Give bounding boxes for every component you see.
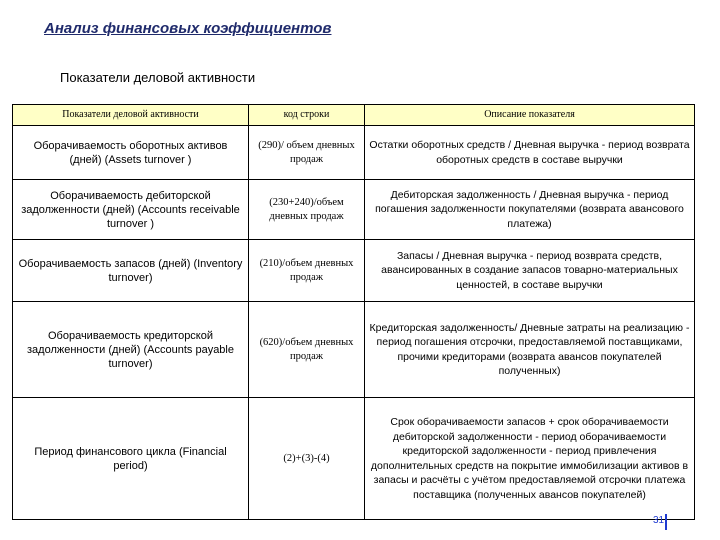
line-code: (290)/ объем дневных продаж (249, 126, 365, 180)
page-number-bar (665, 514, 667, 530)
indicator-name: Оборачиваемость запасов (дней) (Inventory turnover) (13, 240, 249, 302)
table-row (13, 126, 695, 180)
line-code: (210)/объем дневных продаж (249, 240, 365, 302)
table-row (13, 240, 695, 302)
page-number: 31 (653, 515, 665, 526)
indicator-name: Период финансового цикла (Financial period) (13, 398, 249, 520)
line-code: (230+240)/объем дневных продаж (249, 180, 365, 240)
indicator-name: Оборачиваемость оборотных активов (дней) (Assets turnover ) (13, 126, 249, 180)
indicator-description: Остатки оборотных средств / Дневная выручка - период возврата оборотных средств в составе выручки (365, 126, 695, 180)
indicator-description: Срок оборачиваемости запасов + срок оборачиваемости дебиторской задолженности - период оборачиваемости кредиторской задолженности - период привлечения дополнительных средств на покрытие иммобилизации активов в запасы и расчёты с учётом предоставляемой отсрочки платежа поставщика (полученных авансов покупателей) (365, 398, 695, 520)
page-title: Анализ финансовых коэффициентов (44, 20, 332, 37)
table-row (13, 180, 695, 240)
header-description: Описание показателя (365, 105, 695, 126)
header-indicator: Показатели деловой активности (13, 105, 249, 126)
indicator-description: Кредиторская задолженность/ Дневные затраты на реализацию - период погашения отсрочки, предоставляемой поставщиками, прочими кредиторами (возврата авансов покупателей полученных) (365, 302, 695, 398)
indicator-name: Оборачиваемость дебиторской задолженности (дней) (Accounts receivable turnover ) (13, 180, 249, 240)
indicator-description: Дебиторская задолженность / Дневная выручка - период погашения задолженности покупателями (возврата авансового платежа) (365, 180, 695, 240)
indicator-description: Запасы / Дневная выручка - период возврата средств, авансированных в создание запасов товарно-материальных ценностей, в составе выручки (365, 240, 695, 302)
section-subtitle: Показатели деловой активности (60, 70, 256, 85)
table-header-row (13, 105, 695, 126)
table-row (13, 398, 695, 520)
activity-indicators-table (12, 104, 695, 520)
line-code: (2)+(3)-(4) (249, 398, 365, 520)
indicator-name: Оборачиваемость кредиторской задолженности (дней) (Accounts payable turnover) (13, 302, 249, 398)
table-row (13, 302, 695, 398)
line-code: (620)/объем дневных продаж (249, 302, 365, 398)
header-line-code: код строки (249, 105, 365, 126)
